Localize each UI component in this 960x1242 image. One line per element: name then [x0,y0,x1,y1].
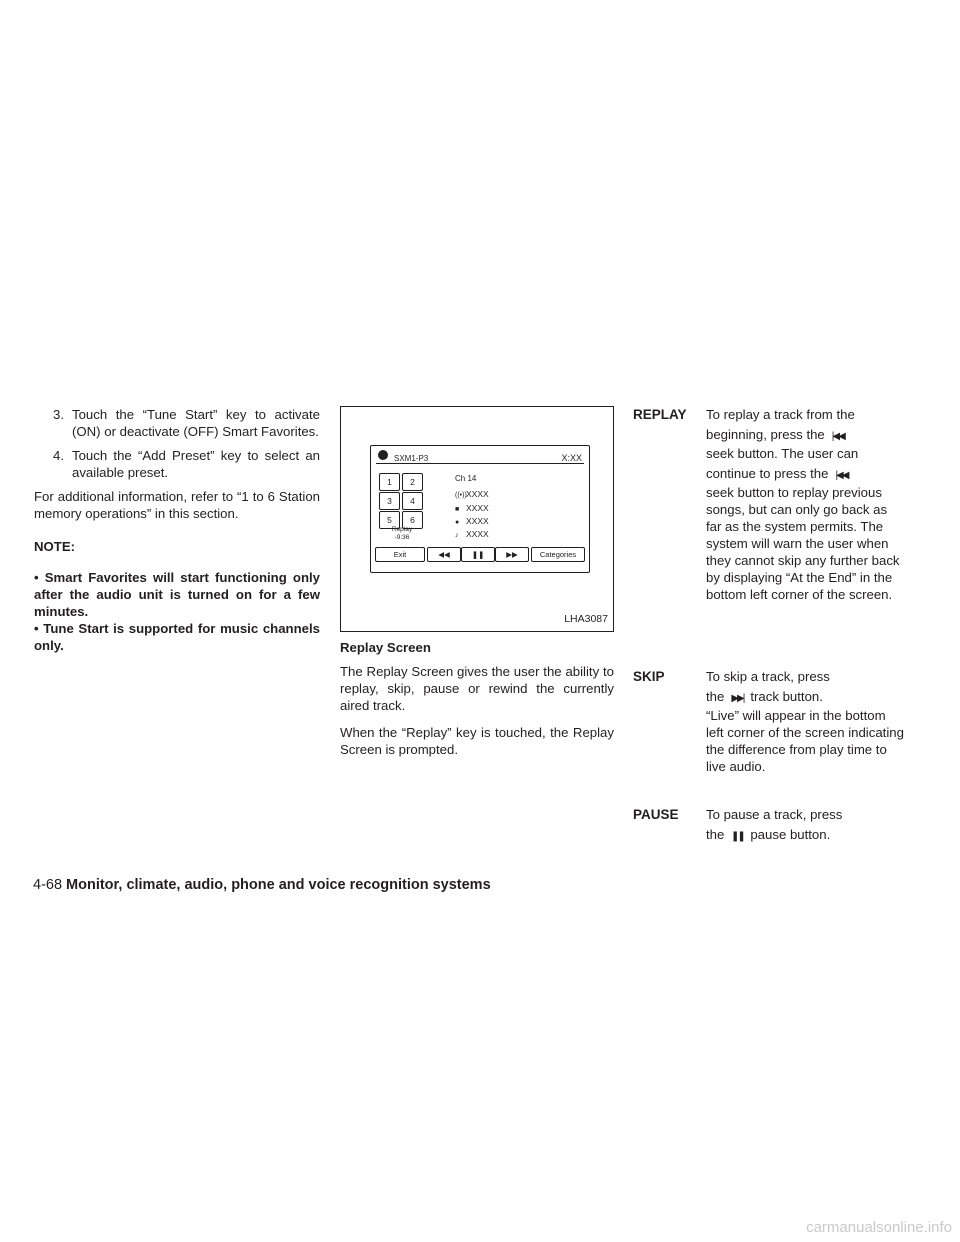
replay-line-text: continue to press the [706,466,829,481]
step-number: 4. [53,448,64,463]
step-number: 3. [53,407,64,422]
replay-heading: REPLAY [633,407,687,422]
channel-number: Ch 14 [455,474,477,483]
pause-line: To pause a track, press [706,807,843,822]
seek-back-button[interactable] [427,547,461,562]
pause-button[interactable] [461,547,495,562]
replay-rest: seek button to replay previous songs, but can only go back as far as the system permits. The system will warn the user when they cannot skip any further back by displaying “At the End” in the bottom left corner of the screen. [706,485,900,602]
skip-line [706,688,906,707]
skip-rest: “Live” will appear in the bottom left corner of the screen indicating the difference from play time to live audio. [706,708,904,774]
figure-id: LHA3087 [564,613,608,625]
skip-line: To skip a track, press [706,669,830,684]
replay-line: seek button. The user can [706,446,859,461]
seek-back-icon: ◀◀ [438,550,450,559]
replay-prompt-text: When the “Replay” key is touched, the Replay Screen is prompted. [340,725,614,757]
audio-screen-illustration [370,445,590,573]
left-column [34,406,320,654]
replay-time: -9:36 [394,534,410,541]
track-text: XXXX [466,489,489,499]
step-text: Touch the “Tune Start” key to activate (ON) or deactivate (OFF) Smart Favorites. [72,407,320,439]
skip-line-text: track button. [750,689,823,704]
preset-4-button[interactable]: 4 [402,492,423,510]
note-line-1: • Smart Favorites will start functioning only after the audio unit is turned on for a few minutes. [34,570,320,619]
seek-back-icon: |◀◀ [831,431,844,442]
seek-forward-icon: ▶▶ [506,550,518,559]
sxm-logo-icon [378,450,388,460]
seek-back-icon: |◀◀ [835,470,848,481]
track-text: XXXX [466,529,489,539]
music-note-icon: ♪ [455,532,459,539]
seek-forward-icon: ▶▶| [731,693,744,704]
pause-icon: ❚❚ [471,550,485,559]
replay-body [706,406,906,603]
replay-line-text: beginning, press the [706,427,825,442]
track-row-song [455,526,489,544]
pause-heading: PAUSE [633,807,679,822]
middle-column [340,406,614,768]
clock-time: X:XX [561,453,582,463]
pause-icon: ❚❚ [730,831,744,842]
pause-line-text: pause button. [750,827,831,842]
step-3 [34,406,320,440]
exit-button[interactable]: Exit [375,547,425,562]
seek-forward-button[interactable] [495,547,529,562]
step-text: Touch the “Add Preset” key to select an available preset. [72,448,320,480]
track-text: XXXX [466,503,489,513]
divider [376,463,584,464]
pause-line-text: the [706,827,725,842]
preset-6-button[interactable]: 6 [402,511,423,529]
replay-description: The Replay Screen gives the user the ability to replay, skip, pause or rewind the currently aired track. [340,664,614,713]
folder-icon: ■ [455,506,460,513]
person-icon: ● [455,519,460,526]
note-line-2: • Tune Start is supported for music channels only. [34,621,320,653]
reference-paragraph: For additional information, refer to “1 to 6 Station memory operations” in this section. [34,489,320,521]
skip-line-text: the [706,689,725,704]
replay-indicator [379,526,425,542]
pause-body [706,806,906,845]
preset-5-button[interactable]: 5 [379,511,400,529]
page-number: 4-68 [33,877,63,893]
watermark: carmanualsonline.info [806,1219,952,1236]
replay-label: Replay [391,526,413,533]
replay-line: To replay a track from the [706,407,855,422]
section-title: Monitor, climate, audio, phone and voice recognition systems [66,877,491,893]
replay-line [706,426,906,445]
track-text: XXXX [466,516,489,526]
page-footer [33,877,491,893]
preset-2-button[interactable]: 2 [402,473,423,491]
step-4 [34,447,320,481]
skip-body [706,668,906,775]
pause-line [706,826,906,845]
skip-heading: SKIP [633,669,665,684]
broadcast-icon: ((•)) [455,492,467,499]
preset-1-button[interactable]: 1 [379,473,400,491]
note-heading: NOTE: [34,539,76,554]
figure-caption: Replay Screen [340,640,431,655]
categories-button[interactable]: Categories [531,547,585,562]
channel-label: SXM1-P3 [394,454,429,463]
control-bar [375,547,585,562]
preset-3-button[interactable]: 3 [379,492,400,510]
replay-screen-figure [340,406,614,632]
replay-line [706,465,906,484]
